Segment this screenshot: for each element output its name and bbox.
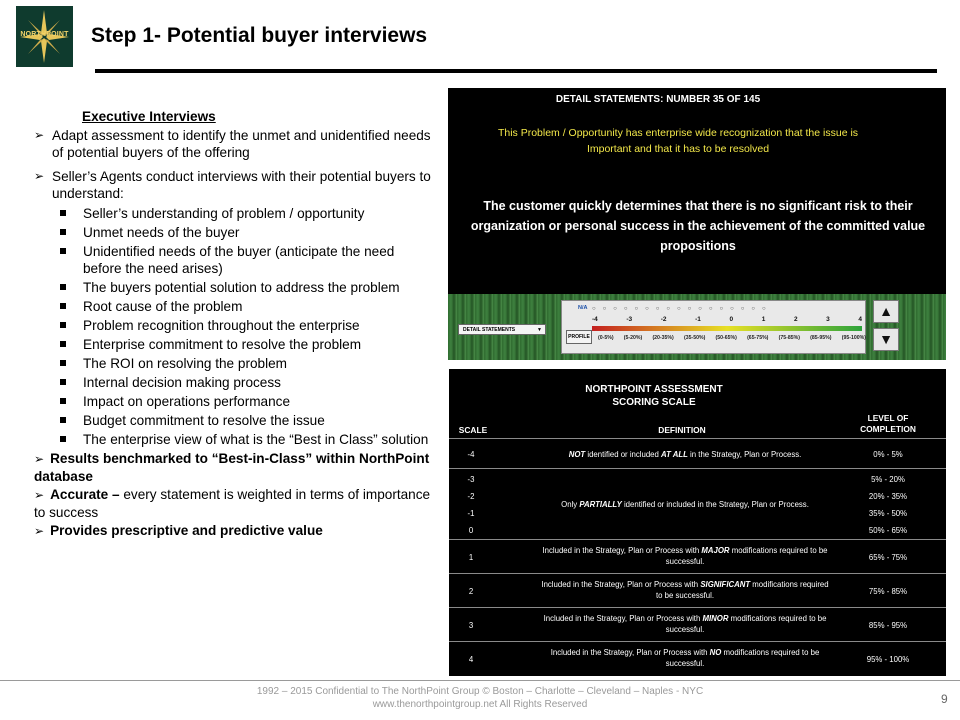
table-row: 1 Included in the Strategy, Plan or Process with MAJOR modifications required to be successful. 65% - 75% <box>449 539 946 574</box>
percent-labels: (0-5%) (5-20%) (20-35%) (35-50%) (50-65%) (65-75%) (75-85%) (85-95%) (95-100%) <box>598 335 866 341</box>
detail-statement-header: DETAIL STATEMENTS: NUMBER 35 OF 145 <box>555 94 761 105</box>
table-title: NORTHPOINT ASSESSMENT SCORING SCALE <box>585 384 723 408</box>
detail-statement-screenshot <box>448 88 946 360</box>
detail-statement-text: The customer quickly determines that there is no significant risk to their organization or personal success in the achievement of the committed value propositions <box>470 199 926 253</box>
bullet-text: Seller’s Agents conduct interviews with their potential buyers to understand: <box>52 169 431 201</box>
bold-bullet-point: ➢ Results benchmarked to “Best-in-Class” within NorthPoint database <box>34 451 430 484</box>
rating-scale <box>561 300 866 354</box>
scale-numbers: -4 -3 -2 -1 0 1 2 3 4 <box>592 316 862 323</box>
previous-statement-button[interactable] <box>873 300 899 323</box>
list-item: Internal decision making process <box>34 374 434 391</box>
list-item: Enterprise commitment to resolve the problem <box>34 336 434 353</box>
arrow-bullet-icon: ➢ <box>34 452 45 466</box>
square-bullet-icon <box>60 341 66 347</box>
list-item: Unmet needs of the buyer <box>34 224 434 241</box>
list-item: Unidentified needs of the buyer (anticipate the need before the need arises) <box>34 243 434 277</box>
square-bullet-icon <box>60 379 66 385</box>
next-statement-button[interactable] <box>873 328 899 351</box>
square-bullet-icon <box>60 284 66 290</box>
radio-options[interactable]: ○○○○○○○○○○○○○○○○○ <box>592 306 773 312</box>
table-row: 2 Included in the Strategy, Plan or Process with SIGNIFICANT modifications required to be successful. 75% - 85% <box>449 573 946 608</box>
table-row: -3 -2 -1 0 Only PARTIALLY identified or included in the Strategy, Plan or Process. 5% - 20% 20% - 35% 35% - 50% 50% - 65% <box>449 468 946 540</box>
square-bullet-icon <box>60 229 66 235</box>
square-bullet-icon <box>60 417 66 423</box>
page-title: Step 1- Potential buyer interviews <box>91 24 428 47</box>
arrow-down-icon: ▼ <box>879 331 893 347</box>
footer-divider <box>0 680 960 681</box>
list-item: Problem recognition throughout the enterprise <box>34 317 434 334</box>
column-header-scale: SCALE <box>458 425 488 435</box>
statement-category: This Problem / Opportunity has enterprise wide recognization that the issue is Important and that it has to be resolved <box>497 127 859 155</box>
list-item: The enterprise view of what is the “Best in Class” solution <box>34 431 434 448</box>
bullet-text: Adapt assessment to identify the unmet and unidentified needs of potential buyers of the offering <box>52 128 431 160</box>
list-item: The ROI on resolving the problem <box>34 355 434 372</box>
table-row: 3 Included in the Strategy, Plan or Process with MINOR modifications required to be successful. 85% - 95% <box>449 607 946 642</box>
list-item: Root cause of the problem <box>34 298 434 315</box>
square-bullet-icon <box>60 322 66 328</box>
square-bullet-icon <box>60 248 66 254</box>
square-bullet-icon <box>60 436 66 442</box>
list-item: Seller’s understanding of problem / opportunity <box>34 205 434 222</box>
list-item: Budget commitment to resolve the issue <box>34 412 434 429</box>
arrow-bullet-icon: ➢ <box>34 524 45 538</box>
northpoint-logo <box>16 6 73 67</box>
section-heading: Executive Interviews <box>82 109 216 124</box>
logo-wordmark: NORTHPOINT <box>20 31 69 38</box>
page-number: 9 <box>941 692 948 706</box>
list-item: Impact on operations performance <box>34 393 434 410</box>
table-row: 4 Included in the Strategy, Plan or Process with NO modifications required to be successful. 95% - 100% <box>449 641 946 676</box>
square-bullet-icon <box>60 210 66 216</box>
arrow-bullet-icon: ➢ <box>34 488 45 502</box>
column-header-level: LEVEL OF COMPLETION <box>860 413 916 434</box>
table-row: -4 NOT identified or included AT ALL in the Strategy, Plan or Process. 0% - 5% <box>449 438 946 469</box>
chevron-down-icon: ▼ <box>537 327 542 333</box>
bullet-point <box>34 127 434 161</box>
title-divider <box>95 69 937 73</box>
rating-bar-area <box>448 294 946 360</box>
na-option[interactable]: N/A <box>578 305 588 311</box>
executive-interviews-section <box>34 108 434 541</box>
scoring-scale-table <box>449 369 946 676</box>
bold-bullet-point: ➢ Accurate – every statement is weighted in terms of importance to success <box>34 487 431 520</box>
arrow-bullet-icon: ➢ <box>34 128 45 142</box>
footer-text: 1992 – 2015 Confidential to The NorthPoint Group © Boston – Charlotte – Cleveland – Naples - NYC www.thenorthpointgroup.net All Rights Reserved <box>256 686 704 710</box>
detail-statements-dropdown[interactable]: DETAIL STATEMENTS ▼ <box>458 324 546 335</box>
bullet-point <box>34 168 434 202</box>
arrow-bullet-icon: ➢ <box>34 169 45 183</box>
column-header-definition: DEFINITION <box>658 425 706 435</box>
list-item: The buyers potential solution to address the problem <box>34 279 434 296</box>
sub-bullet-list <box>34 205 434 448</box>
bold-bullet-point: ➢ Provides prescriptive and predictive value <box>34 523 323 538</box>
square-bullet-icon <box>60 398 66 404</box>
profile-button[interactable]: PROFILE <box>566 330 592 344</box>
square-bullet-icon <box>60 360 66 366</box>
arrow-up-icon: ▲ <box>879 303 893 319</box>
color-gradient-bar <box>592 326 862 331</box>
square-bullet-icon <box>60 303 66 309</box>
